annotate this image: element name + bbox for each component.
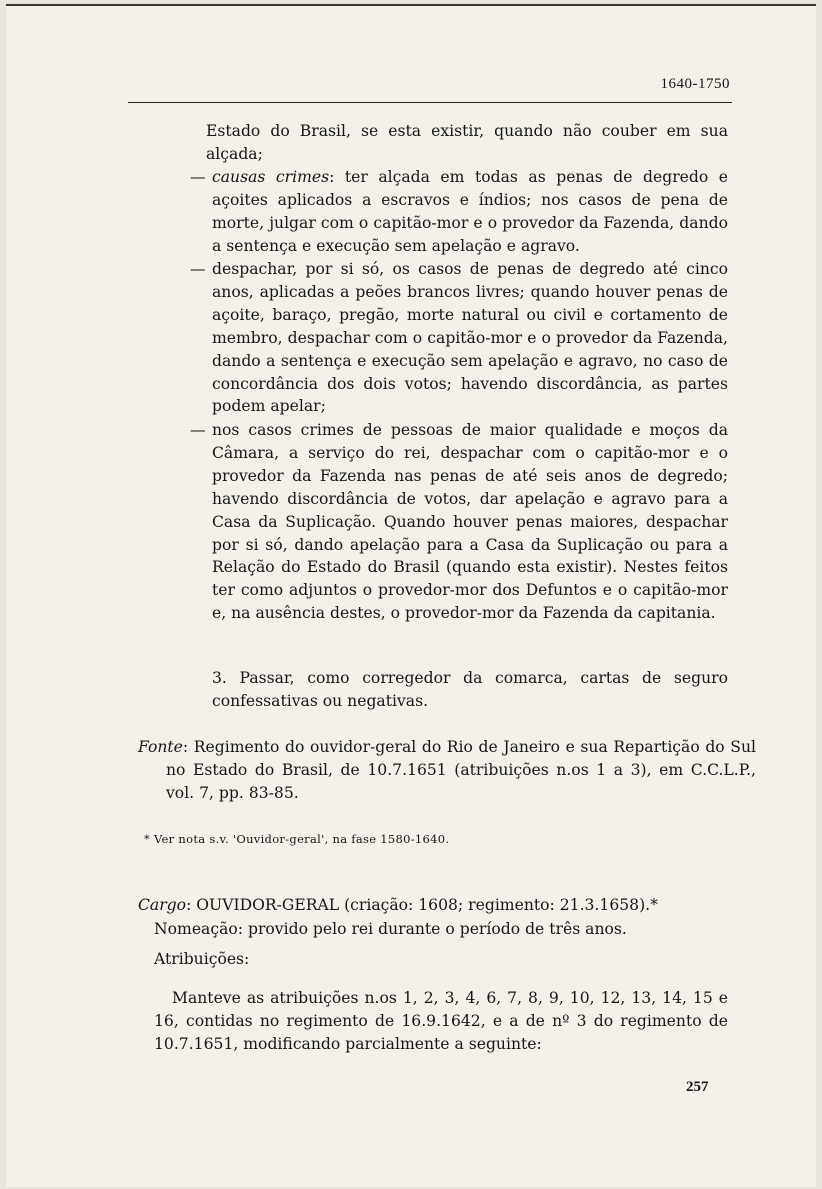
dash: — xyxy=(190,168,206,186)
paragraph-pessoas-maior-qualidade: — nos casos crimes de pessoas de maior qualidade e moços da Câmara, a serviço do rei, despachar com o capitão-mor e o provedor da Fazenda nas penas de até seis anos de degredo; havendo discordância de votos, dar apelação e agravo para a Casa da Suplicação. Quando houver penas maiores, despachar por si só, dando apelação para a Casa da Suplicação ou para a Relação do Estado do Brasil (quando esta existir). Nestes feitos ter como adjuntos o provedor-mor dos Defuntos e o capitão-mor e, na ausência destes, o provedor-mor da Fazenda da capitania. xyxy=(190,421,728,623)
dash: — xyxy=(190,421,206,439)
cargo-label: Cargo xyxy=(138,896,187,914)
fonte-citation: Fonte: Regimento do ouvidor-geral do Rio de Janeiro e sua Repartição do Sul no Estado do Brasil, de 10.7.1651 (atribuições n.os 1 a 3), em C.C.L.P., vol. 7, pp. 83-85. xyxy=(138,738,756,802)
page-number: 257 xyxy=(686,1079,709,1095)
footnote: * Ver nota s.v. 'Ouvidor-geral', na fase 1580-1640. xyxy=(144,832,450,846)
paragraph-causas-crimes: — causas crimes: ter alçada em todas as penas de degredo e açoites aplicados a escravos e índios; nos casos de pena de morte, julgar com o capitão-mor e o provedor da Fazenda, dando a sentença e execução sem apelação e agravo. xyxy=(190,168,728,255)
item-3: 3. Passar, como corregedor da comarca, cartas de seguro confessativas ou negativas. xyxy=(212,669,728,710)
running-head: 1640-1750 xyxy=(660,76,730,92)
paragraph-continuation: Estado do Brasil, se esta existir, quando não couber em sua alçada; xyxy=(206,122,728,163)
atribuicoes-heading: Atribuições: xyxy=(154,950,250,968)
fonte-label: Fonte xyxy=(138,738,183,756)
paragraph-despachar: — despachar, por si só, os casos de penas de degredo até cinco anos, aplicadas a peões brancos livres; quando houver penas de açoite, baraço, pregão, morte natural ou civil e cortamento de membro, despachar com o capitão-mor e o provedor da Fazenda, dando a sentença e execução sem apelação e agravo, no caso de concordância dos dois votos; havendo discordância, as partes podem apelar; xyxy=(190,260,728,416)
causas-crimes-label: causas crimes xyxy=(212,168,330,186)
manteve-paragraph: Manteve as atribuições n.os 1, 2, 3, 4, 6, 7, 8, 9, 10, 12, 13, 14, 15 e 16, contidas no regimento de 16.9.1642, e a de nº 3 do regimento de 10.7.1651, modificando parcialmente a seguinte: xyxy=(154,989,728,1053)
cargo-line: Cargo: OUVIDOR-GERAL (criação: 1608; regimento: 21.3.1658).* xyxy=(138,896,658,914)
header-rule xyxy=(128,102,732,103)
book-page xyxy=(6,4,816,1187)
nomeacao-line: Nomeação: provido pelo rei durante o período de três anos. xyxy=(154,920,627,938)
dash: — xyxy=(190,260,206,278)
